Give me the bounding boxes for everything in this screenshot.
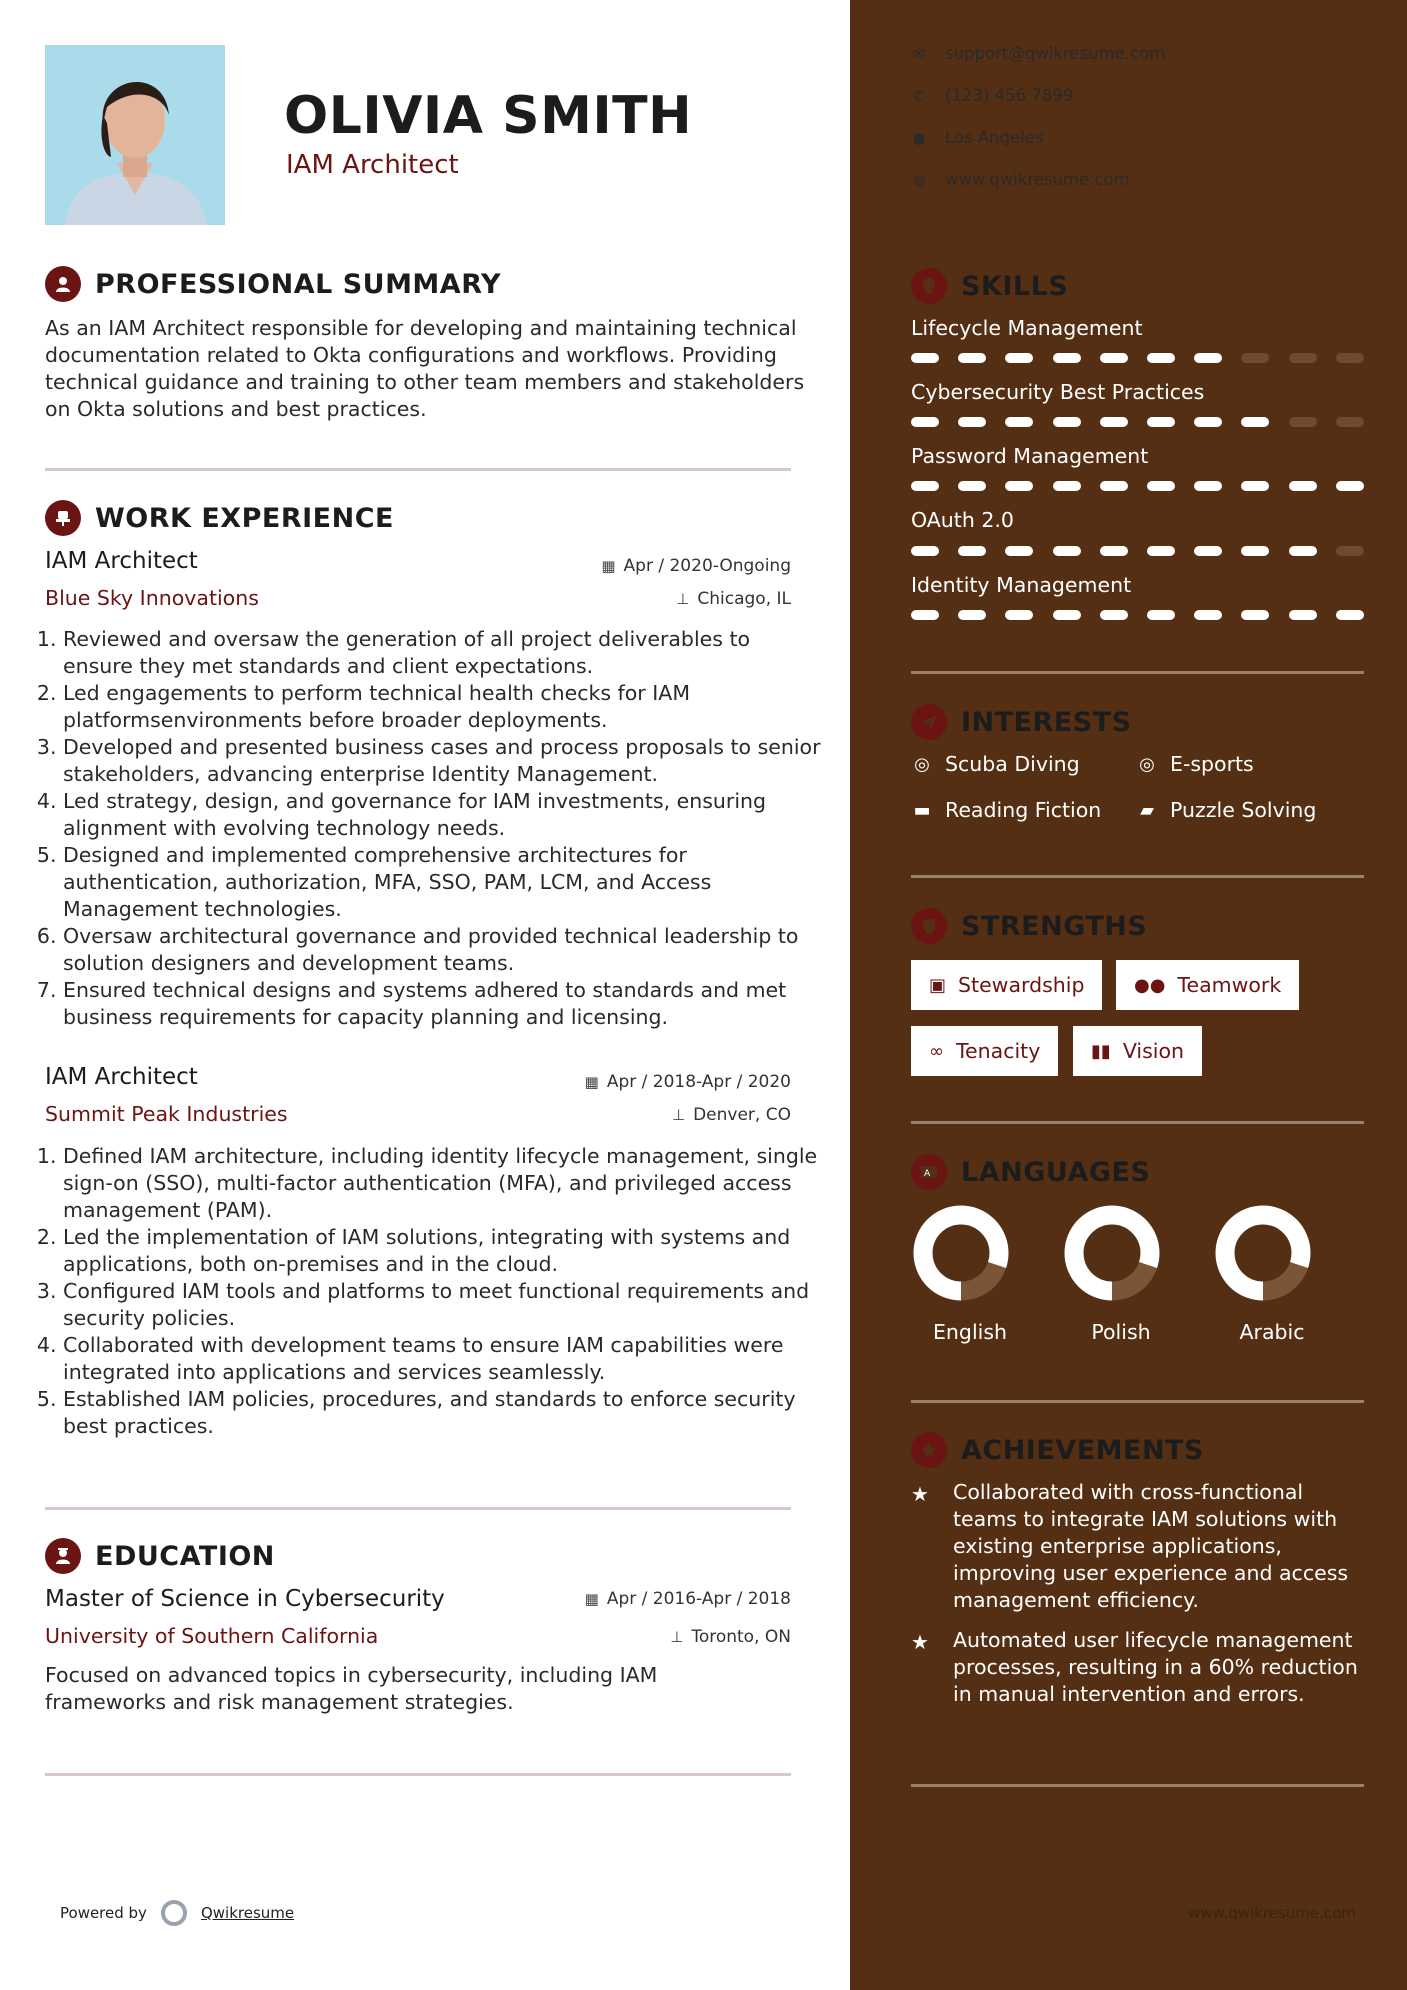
- achievement-item: ★ Automated user lifecycle management processes, resulting in a 60% reduction in manual intervention and errors.: [911, 1628, 1358, 1706]
- divider: [45, 1507, 791, 1510]
- skill-dash: [911, 610, 939, 620]
- skill-dash: [1241, 417, 1269, 427]
- skill-dash: [958, 610, 986, 620]
- fist-icon: [911, 908, 947, 944]
- qwikresume-link[interactable]: Qwikresume: [200, 1904, 295, 1922]
- language-ring-english: [923, 1215, 999, 1291]
- skill-dash: [1194, 417, 1222, 427]
- skill-dash: [1005, 546, 1033, 556]
- skill-dash: [1005, 481, 1033, 491]
- skill-dash: [1241, 481, 1269, 491]
- qwikresume-logo-icon: [161, 1900, 187, 1926]
- skill-dash: [911, 481, 939, 491]
- job-title: IAM Architect: [45, 1064, 198, 1090]
- skill-dash: [1336, 353, 1364, 363]
- candidate-name: OLIVIA SMITH: [284, 86, 693, 146]
- pin-icon: ⊥: [676, 590, 690, 608]
- job-duties: [35, 1143, 823, 1440]
- skill-dash: [1194, 481, 1222, 491]
- skill-dash: [1100, 417, 1128, 427]
- skills-title: SKILLS: [961, 270, 1069, 302]
- profile-photo: [45, 45, 225, 225]
- job-company: Summit Peak Industries: [45, 1102, 288, 1126]
- skill-dash: [1194, 610, 1222, 620]
- calendar-icon: ▦: [584, 1590, 599, 1608]
- interest-item: ▰ Puzzle Solving: [1136, 798, 1316, 822]
- skill-dash: [1053, 417, 1081, 427]
- divider: [911, 875, 1364, 878]
- footer-website[interactable]: www.qwikresume.com: [1188, 1904, 1356, 1922]
- skill-dash: [1147, 610, 1175, 620]
- pin-icon: ⊥: [670, 1628, 684, 1646]
- summary-text: As an IAM Architect responsible for developing and maintaining technical documentation related to Okta configurations and workflows. Providing technical guidance and training to other team members and stakeholders on Okta solutions and best practices.: [45, 316, 805, 421]
- contact-location: ● Los Angeles: [912, 128, 1044, 147]
- skill-dash: [1194, 546, 1222, 556]
- achievements-title: ACHIEVEMENTS: [961, 1434, 1204, 1466]
- pin-icon: ⊥: [672, 1106, 686, 1124]
- contact-website[interactable]: ◍ www.qwikresume.com: [912, 170, 1130, 189]
- skill-dash: [911, 417, 939, 427]
- contact-phone[interactable]: ✆ (123) 456 7899: [912, 86, 1074, 105]
- skill-dash: [911, 353, 939, 363]
- summary-title: PROFESSIONAL SUMMARY: [95, 268, 502, 300]
- list-item: 2. Led engagements to perform technical health checks for IAM platformsenvironments before broader deployments.: [63, 680, 823, 734]
- skill-name: Cybersecurity Best Practices: [911, 380, 1205, 404]
- lifebuoy-icon: ◎: [1139, 753, 1155, 775]
- list-item: 4. Led strategy, design, and governance for IAM investments, ensuring alignment with evolving technology needs.: [63, 788, 823, 842]
- languages-title: LANGUAGES: [961, 1156, 1151, 1188]
- education-title: EDUCATION: [95, 1540, 275, 1572]
- skill-meter: [911, 417, 1364, 429]
- phone-icon: ✆: [912, 86, 926, 105]
- language-ring-polish: [1074, 1215, 1150, 1291]
- skill-dash: [1241, 546, 1269, 556]
- medal-star-icon: [911, 1432, 947, 1468]
- gamepad-icon: ▬: [913, 799, 931, 821]
- skill-meter: [911, 610, 1364, 622]
- envelope-icon: ✉: [912, 44, 926, 63]
- language-rings: [911, 1200, 1364, 1310]
- globe-icon: ◍: [912, 170, 926, 189]
- skill-dash: [1053, 353, 1081, 363]
- svg-text:A: A: [924, 1169, 931, 1179]
- skill-meter: [911, 546, 1364, 558]
- divider: [911, 671, 1364, 674]
- users-icon: ●●: [1134, 974, 1166, 996]
- education-heading: [45, 1538, 275, 1574]
- interest-item: ◎ E-sports: [1136, 752, 1254, 776]
- strength-chip: ▮▮ Vision: [1073, 1026, 1202, 1076]
- divider: [911, 1784, 1364, 1787]
- achievements-heading: [911, 1432, 1204, 1468]
- list-item: 6. Oversaw architectural governance and provided technical leadership to solution designers and development teams.: [63, 923, 823, 977]
- language-name: Polish: [1091, 1320, 1151, 1344]
- job-location: ⊥ Chicago, IL: [676, 589, 791, 609]
- skill-dash: [1336, 610, 1364, 620]
- contact-email[interactable]: ✉ support@qwikresume.com: [912, 44, 1166, 63]
- skill-dash: [1147, 481, 1175, 491]
- skill-dash: [958, 546, 986, 556]
- skill-dash: [1289, 417, 1317, 427]
- skill-dash: [1241, 610, 1269, 620]
- experience-title: WORK EXPERIENCE: [95, 502, 394, 534]
- skill-dash: [1147, 546, 1175, 556]
- education-text: Focused on advanced topics in cybersecurity, including IAM frameworks and risk management strategies.: [45, 1663, 658, 1714]
- lifebuoy-icon: ◎: [914, 753, 930, 775]
- skill-dash: [1100, 546, 1128, 556]
- interest-item: ▬ Reading Fiction: [911, 798, 1101, 822]
- divider: [45, 1773, 791, 1776]
- divider: [911, 1400, 1364, 1403]
- graduate-icon: [45, 1538, 81, 1574]
- education-location: ⊥ Toronto, ON: [670, 1627, 791, 1647]
- education-date: ▦ Apr / 2016-Apr / 2018: [584, 1589, 791, 1609]
- list-item: 5. Designed and implemented comprehensive architectures for authentication, authorization, MFA, SSO, PAM, LCM, and Access Management technologies.: [63, 842, 823, 923]
- briefcase-icon: ▣: [929, 974, 947, 996]
- calendar-icon: ▦: [601, 557, 616, 575]
- skill-dash: [1194, 353, 1222, 363]
- skill-dash: [1005, 417, 1033, 427]
- languages-heading: [911, 1154, 1150, 1190]
- skill-dash: [1053, 610, 1081, 620]
- strength-chip: ●● Teamwork: [1116, 960, 1299, 1010]
- degree-title: Master of Science in Cybersecurity: [45, 1586, 445, 1612]
- map-pin-icon: ●: [912, 128, 926, 147]
- divider: [45, 468, 791, 471]
- list-item: 2. Led the implementation of IAM solutions, integrating with systems and applications, both on-premises and in the cloud.: [63, 1224, 823, 1278]
- language-name: Arabic: [1239, 1320, 1305, 1344]
- skill-dash: [958, 481, 986, 491]
- chair-icon: [45, 500, 81, 536]
- language-icon: [911, 1154, 947, 1190]
- paper-plane-icon: [911, 704, 947, 740]
- skill-name: Lifecycle Management: [911, 316, 1143, 340]
- job-company: Blue Sky Innovations: [45, 586, 259, 610]
- job-date: ▦ Apr / 2020-Ongoing: [601, 556, 791, 576]
- link-icon: ∞: [929, 1040, 944, 1062]
- list-item: 7. Ensured technical designs and systems adhered to standards and met business requirements for capacity planning and licensing.: [63, 977, 823, 1031]
- skill-dash: [1147, 417, 1175, 427]
- skill-dash: [1005, 353, 1033, 363]
- skill-dash: [1100, 353, 1128, 363]
- achievement-item: ★ Collaborated with cross-functional teams to integrate IAM solutions with existing enterprise applications, improving user experience and access management efficiency.: [911, 1480, 1349, 1612]
- skill-dash: [1289, 353, 1317, 363]
- skill-dash: [1053, 546, 1081, 556]
- skill-dash: [1053, 481, 1081, 491]
- language-ring-arabic: [1225, 1215, 1301, 1291]
- list-item: 3. Configured IAM tools and platforms to meet functional requirements and security policies.: [63, 1278, 823, 1332]
- skills-heading: [911, 268, 1068, 304]
- experience-heading: [45, 500, 394, 536]
- divider: [911, 1121, 1364, 1124]
- list-item: 1. Reviewed and oversaw the generation of all project deliverables to ensure they met standards and client expectations.: [63, 626, 823, 680]
- skill-dash: [1289, 481, 1317, 491]
- skill-dash: [958, 353, 986, 363]
- summary-heading: [45, 266, 501, 302]
- skill-dash: [1147, 353, 1175, 363]
- skill-name: Identity Management: [911, 573, 1132, 597]
- list-item: 3. Developed and presented business cases and process proposals to senior stakeholders, advancing enterprise Identity Management.: [63, 734, 823, 788]
- book-icon: ▰: [1140, 799, 1154, 821]
- calendar-icon: ▦: [584, 1073, 599, 1091]
- skill-dash: [1289, 546, 1317, 556]
- interest-item: ◎ Scuba Diving: [911, 752, 1080, 776]
- language-name: English: [932, 1320, 1008, 1344]
- star-icon: ★: [911, 1630, 929, 1654]
- job-title: IAM Architect: [45, 548, 198, 574]
- skill-meter: [911, 353, 1364, 365]
- portrait-image: [45, 45, 225, 225]
- star-icon: ★: [911, 1482, 929, 1506]
- list-item: 4. Collaborated with development teams to ensure IAM capabilities were integrated into applications and services seamlessly.: [63, 1332, 823, 1386]
- binoculars-icon: ▮▮: [1091, 1040, 1111, 1062]
- school-name: University of Southern California: [45, 1624, 379, 1648]
- skill-dash: [1100, 481, 1128, 491]
- skill-dash: [1241, 353, 1269, 363]
- skill-name: Password Management: [911, 444, 1149, 468]
- skill-dash: [1336, 546, 1364, 556]
- lightbulb-icon: [911, 268, 947, 304]
- interests-title: INTERESTS: [961, 706, 1132, 738]
- skill-meter: [911, 481, 1364, 493]
- job-date: ▦ Apr / 2018-Apr / 2020: [584, 1072, 791, 1092]
- skill-dash: [1336, 417, 1364, 427]
- user-icon: [45, 266, 81, 302]
- interests-heading: [911, 704, 1132, 740]
- strength-chip: ∞ Tenacity: [911, 1026, 1058, 1076]
- skill-dash: [1100, 610, 1128, 620]
- list-item: 1. Defined IAM architecture, including identity lifecycle management, single sign-on (SSO), multi-factor authentication (MFA), and privileged access management (PAM).: [63, 1143, 823, 1224]
- skill-dash: [1289, 610, 1317, 620]
- skill-name: OAuth 2.0: [911, 508, 1014, 532]
- strengths-title: STRENGTHS: [961, 910, 1148, 942]
- skill-dash: [1336, 481, 1364, 491]
- powered-label: Powered by: [60, 1904, 147, 1922]
- strength-chip: ▣ Stewardship: [911, 960, 1102, 1010]
- job-duties: [35, 626, 823, 1031]
- list-item: 5. Established IAM policies, procedures, and standards to enforce security best practices.: [63, 1386, 823, 1440]
- job-location: ⊥ Denver, CO: [672, 1105, 791, 1125]
- skill-dash: [1005, 610, 1033, 620]
- skill-dash: [958, 417, 986, 427]
- skill-dash: [911, 546, 939, 556]
- strengths-heading: [911, 908, 1147, 944]
- candidate-role: IAM Architect: [286, 150, 459, 180]
- powered-by: [60, 1900, 294, 1926]
